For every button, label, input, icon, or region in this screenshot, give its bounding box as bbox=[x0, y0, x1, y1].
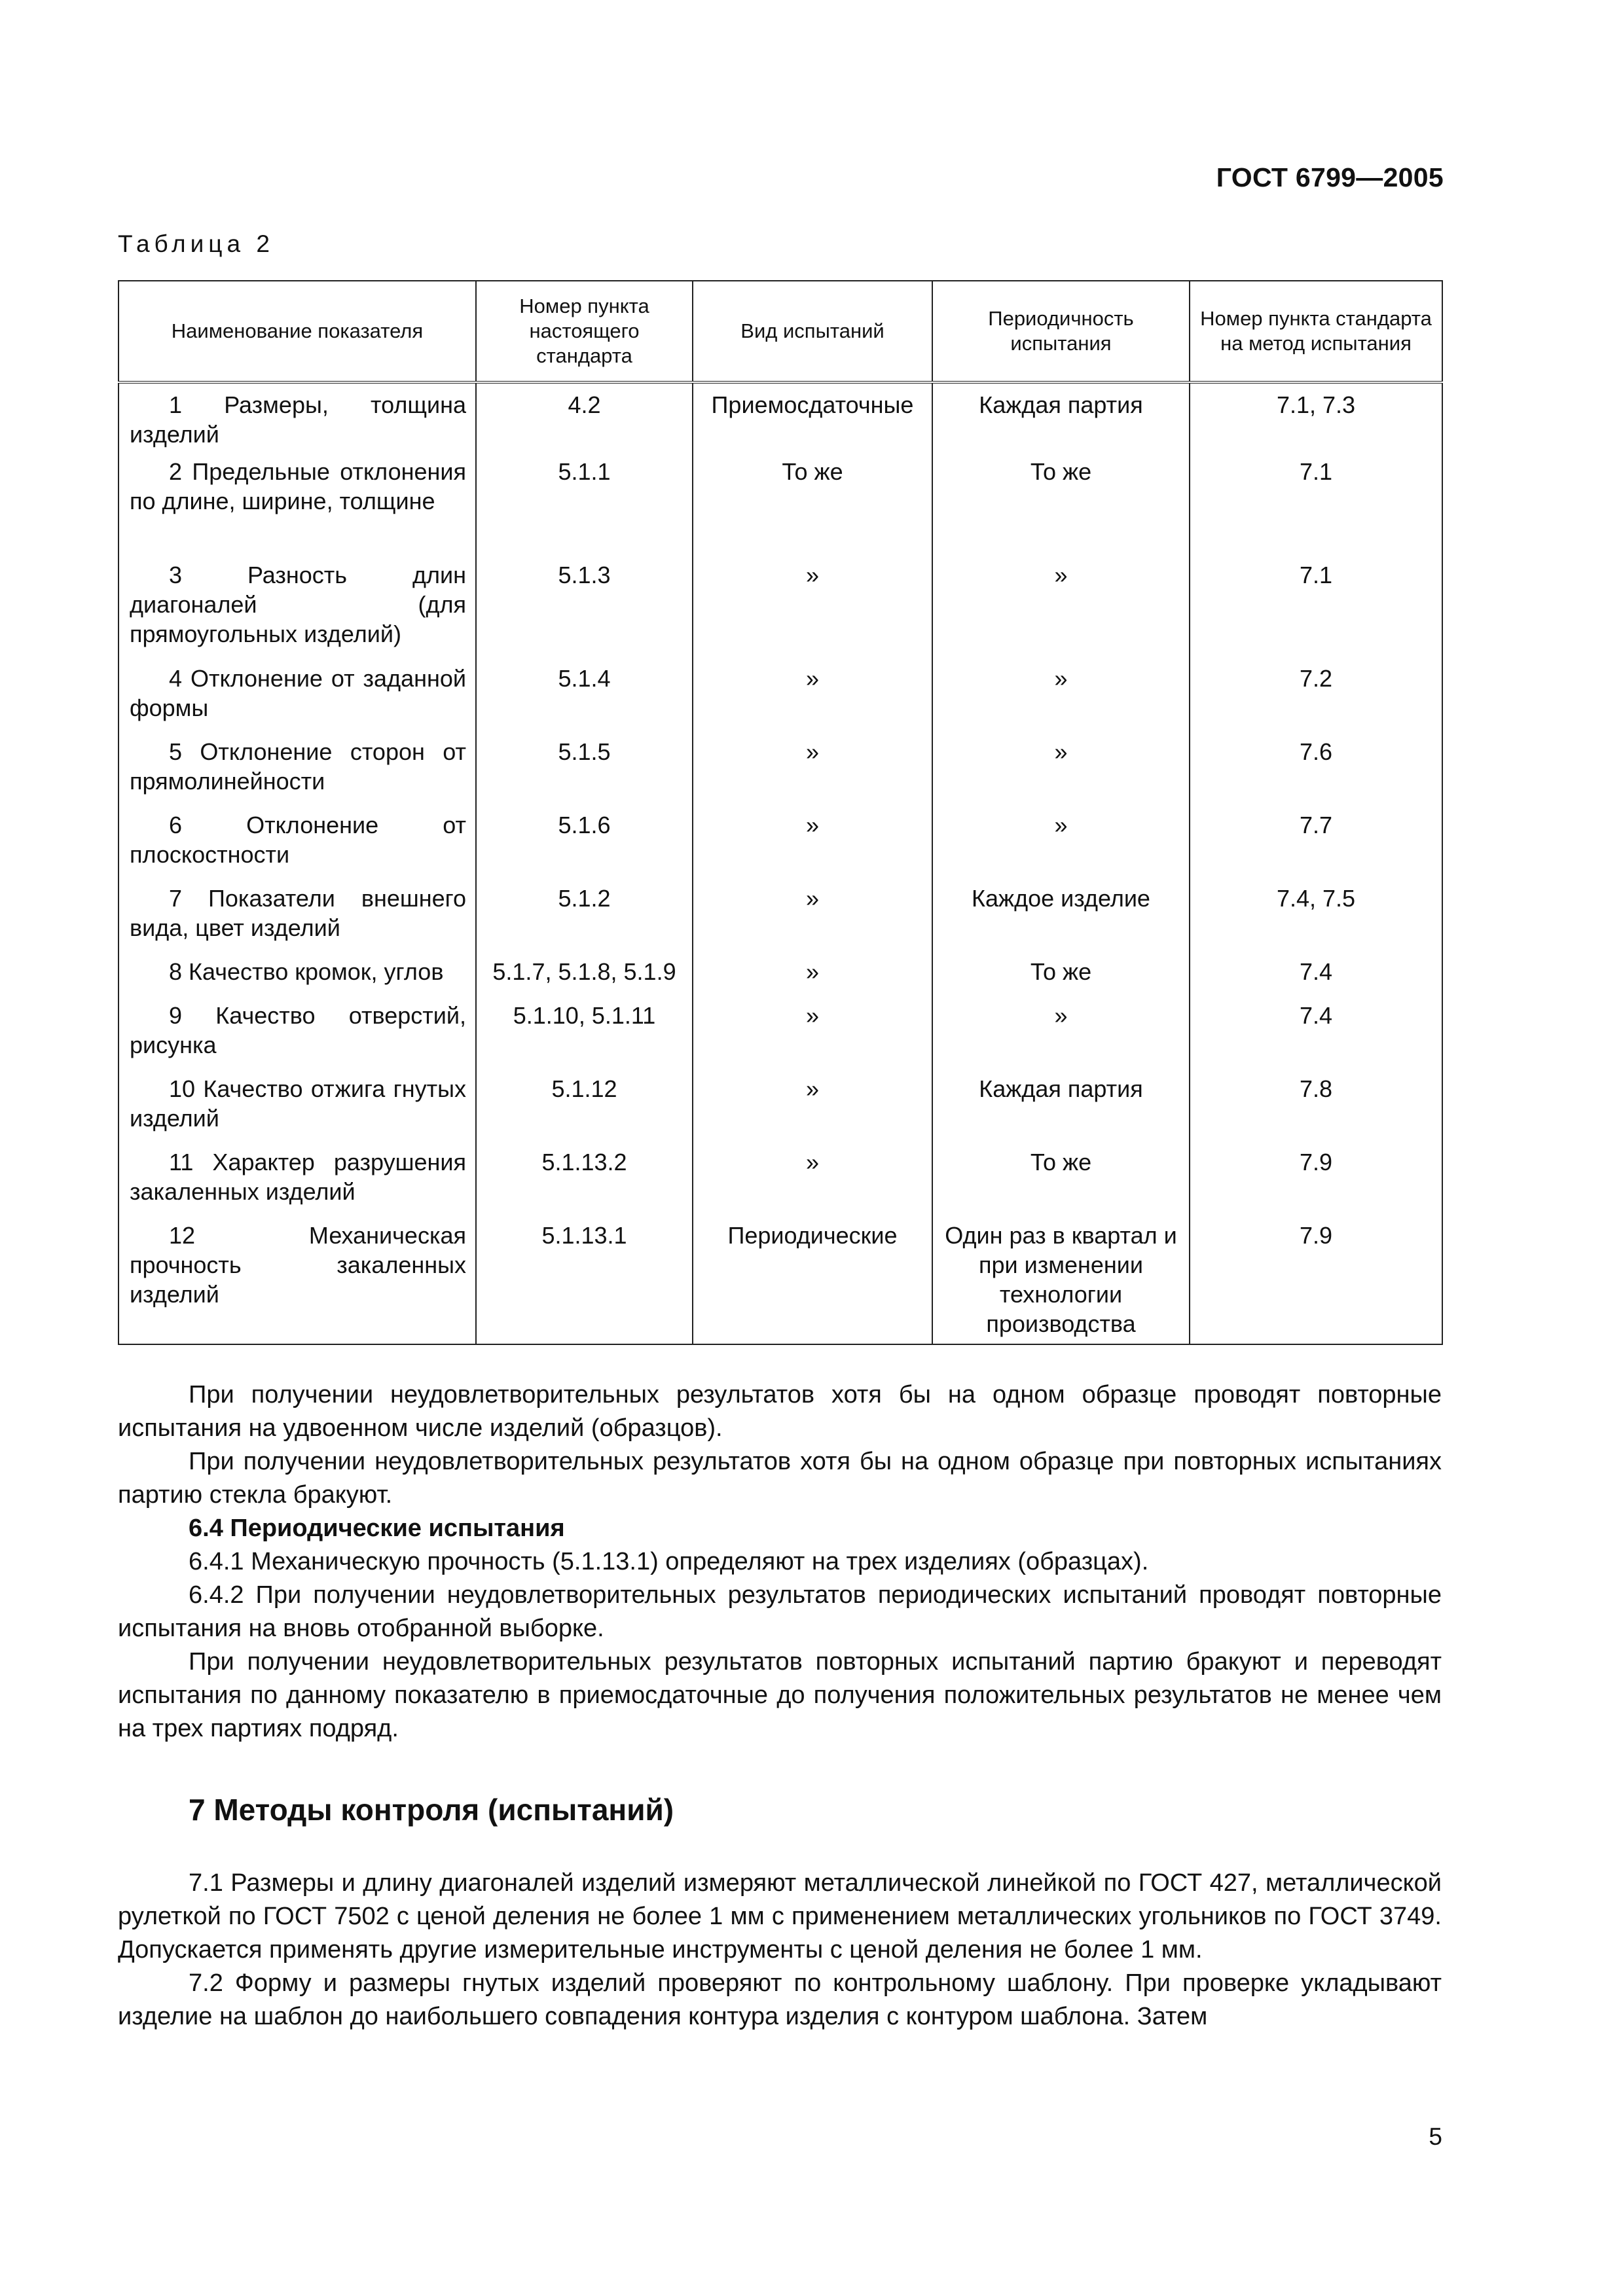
cell-clause: 5.1.13.2 bbox=[476, 1147, 693, 1221]
cell-periodicity: Один раз в квартал и при изменении технологии производства bbox=[932, 1221, 1190, 1344]
cell-test-type: » bbox=[693, 1001, 932, 1074]
cell-clause: 4.2 bbox=[476, 382, 693, 457]
cell-periodicity: » bbox=[932, 810, 1190, 884]
cell-test-type: Приемосдаточные bbox=[693, 382, 932, 457]
page-number: 5 bbox=[1429, 2123, 1442, 2150]
cell-method-clause: 7.9 bbox=[1190, 1221, 1442, 1344]
cell-indicator: 11 Характер разрушения закаленных изделий bbox=[119, 1147, 476, 1221]
paragraph: 7.2 Форму и размеры гнутых изделий проверяют по контрольному шаблону. При проверке укладывают изделие на шаблон до наибольшего совпадения контура изделия с контуром шаблона. Затем bbox=[118, 1969, 1442, 2030]
cell-periodicity: То же bbox=[932, 957, 1190, 1001]
table-row bbox=[119, 810, 1442, 884]
cell-method-clause: 7.4 bbox=[1190, 1001, 1442, 1074]
cell-periodicity: Каждое изделие bbox=[932, 884, 1190, 957]
cell-periodicity: » bbox=[932, 560, 1190, 664]
table-row bbox=[119, 664, 1442, 737]
cell-indicator: 10 Качество отжига гнутых изделий bbox=[119, 1074, 476, 1147]
paragraph: 6.4.2 При получении неудовлетворительных результатов периодических испытаний проводят повторные испытания на вновь отобранной выборке. bbox=[118, 1581, 1442, 1642]
column-header: Вид испытаний bbox=[693, 281, 932, 382]
cell-clause: 5.1.12 bbox=[476, 1074, 693, 1147]
cell-test-type: Периодические bbox=[693, 1221, 932, 1344]
cell-clause: 5.1.13.1 bbox=[476, 1221, 693, 1344]
column-header: Наименование показателя bbox=[119, 281, 476, 382]
table-row bbox=[119, 1147, 1442, 1221]
column-header: Номер пункта стандарта на метод испытания bbox=[1190, 281, 1442, 382]
cell-clause: 5.1.7, 5.1.8, 5.1.9 bbox=[476, 957, 693, 1001]
cell-method-clause: 7.1, 7.3 bbox=[1190, 382, 1442, 457]
cell-periodicity: Каждая партия bbox=[932, 382, 1190, 457]
table-caption: Таблица 2 bbox=[118, 230, 274, 257]
table-row bbox=[119, 1074, 1442, 1147]
cell-test-type: » bbox=[693, 664, 932, 737]
cell-test-type: » bbox=[693, 1074, 932, 1147]
cell-indicator: 2 Предельные отклонения по длине, ширине, толщине bbox=[119, 457, 476, 560]
table-row bbox=[119, 560, 1442, 664]
table-row bbox=[119, 457, 1442, 560]
cell-test-type: » bbox=[693, 810, 932, 884]
cell-test-type: То же bbox=[693, 457, 932, 560]
cell-indicator: 6 Отклонение от плоскостности bbox=[119, 810, 476, 884]
cell-method-clause: 7.9 bbox=[1190, 1147, 1442, 1221]
cell-clause: 5.1.1 bbox=[476, 457, 693, 560]
cell-clause: 5.1.4 bbox=[476, 664, 693, 737]
section-7-body bbox=[118, 1867, 1442, 2034]
cell-test-type: » bbox=[693, 957, 932, 1001]
cell-periodicity: » bbox=[932, 1001, 1190, 1074]
cell-method-clause: 7.2 bbox=[1190, 664, 1442, 737]
cell-clause: 5.1.3 bbox=[476, 560, 693, 664]
table-row bbox=[119, 382, 1442, 457]
document-code: ГОСТ 6799—2005 bbox=[1216, 162, 1444, 192]
cell-periodicity: То же bbox=[932, 457, 1190, 560]
table-row bbox=[119, 1221, 1442, 1344]
column-header: Номер пункта настоящего стандарта bbox=[476, 281, 693, 382]
cell-indicator: 8 Качество кромок, углов bbox=[119, 957, 476, 1001]
cell-clause: 5.1.10, 5.1.11 bbox=[476, 1001, 693, 1074]
cell-method-clause: 7.1 bbox=[1190, 560, 1442, 664]
cell-test-type: » bbox=[693, 1147, 932, 1221]
tests-table bbox=[118, 280, 1443, 1345]
table-row bbox=[119, 737, 1442, 810]
cell-clause: 5.1.5 bbox=[476, 737, 693, 810]
cell-test-type: » bbox=[693, 737, 932, 810]
cell-method-clause: 7.4 bbox=[1190, 957, 1442, 1001]
table-row bbox=[119, 1001, 1442, 1074]
section-6-body bbox=[118, 1378, 1442, 1746]
cell-indicator: 7 Показатели внешнего вида, цвет изделий bbox=[119, 884, 476, 957]
cell-method-clause: 7.7 bbox=[1190, 810, 1442, 884]
cell-method-clause: 7.8 bbox=[1190, 1074, 1442, 1147]
paragraph: При получении неудовлетворительных результатов хотя бы на одном образце при повторных испытаниях партию стекла бракуют. bbox=[118, 1448, 1442, 1509]
cell-test-type: » bbox=[693, 560, 932, 664]
table-row bbox=[119, 957, 1442, 1001]
cell-method-clause: 7.1 bbox=[1190, 457, 1442, 560]
cell-clause: 5.1.2 bbox=[476, 884, 693, 957]
cell-periodicity: » bbox=[932, 737, 1190, 810]
paragraph: При получении неудовлетворительных результатов хотя бы на одном образце проводят повторные испытания на удвоенном числе изделий (образцов). bbox=[118, 1381, 1442, 1442]
paragraph: 6.4.1 Механическую прочность (5.1.13.1) определяют на трех изделиях (образцах). bbox=[189, 1548, 1149, 1575]
paragraph: При получении неудовлетворительных результатов повторных испытаний партию бракуют и переводят испытания по данному показателю в приемосдаточные до получения положительных результатов не менее чем на трех партиях подряд. bbox=[118, 1648, 1442, 1742]
column-header: Периодичность испытания bbox=[932, 281, 1190, 382]
cell-periodicity: » bbox=[932, 664, 1190, 737]
cell-indicator: 1 Размеры, толщина изделий bbox=[119, 382, 476, 457]
cell-periodicity: Каждая партия bbox=[932, 1074, 1190, 1147]
section-heading: 7 Методы контроля (испытаний) bbox=[189, 1793, 674, 1827]
cell-periodicity: То же bbox=[932, 1147, 1190, 1221]
cell-clause: 5.1.6 bbox=[476, 810, 693, 884]
cell-indicator: 4 Отклонение от заданной формы bbox=[119, 664, 476, 737]
cell-indicator: 9 Качество отверстий, рисунка bbox=[119, 1001, 476, 1074]
subsection-heading: 6.4 Периодические испытания bbox=[189, 1515, 565, 1542]
paragraph: 7.1 Размеры и длину диагоналей изделий измеряют металлической линейкой по ГОСТ 427, металлической рулеткой по ГОСТ 7502 с ценой деления не более 1 мм с применением металлических угольников по ГОСТ 3749. Допускается применять другие измерительные инструменты с ценой деления не более 1 мм. bbox=[118, 1869, 1442, 1964]
cell-method-clause: 7.6 bbox=[1190, 737, 1442, 810]
table-header-row bbox=[119, 281, 1442, 382]
cell-method-clause: 7.4, 7.5 bbox=[1190, 884, 1442, 957]
cell-test-type: » bbox=[693, 884, 932, 957]
cell-indicator: 12 Механическая прочность закаленных изделий bbox=[119, 1221, 476, 1344]
cell-indicator: 5 Отклонение сторон от прямолинейности bbox=[119, 737, 476, 810]
table-row bbox=[119, 884, 1442, 957]
cell-indicator: 3 Разность длин диагоналей (для прямоугольных изделий) bbox=[119, 560, 476, 664]
